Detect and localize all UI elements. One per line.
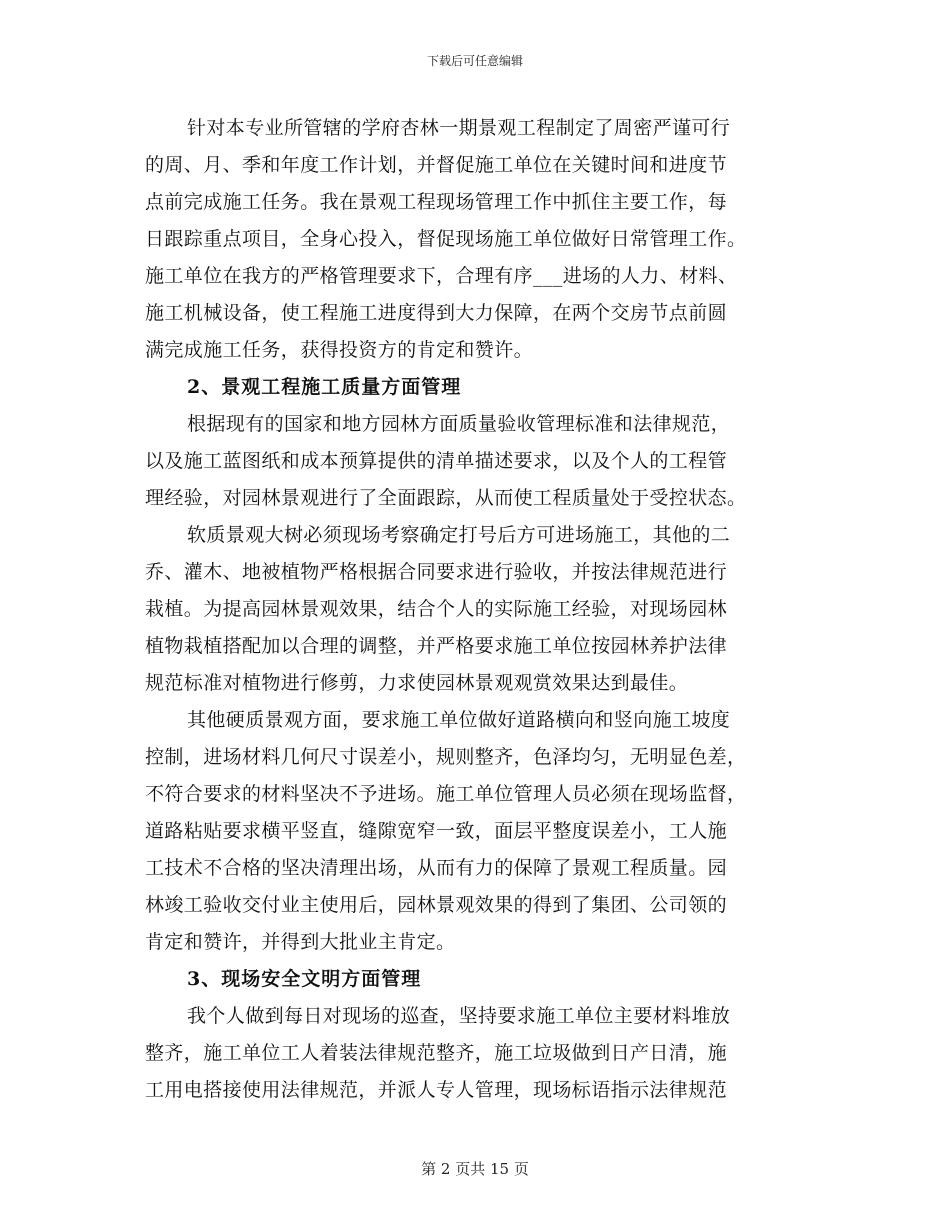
page-header: 下载后可任意编辑 — [426, 54, 523, 68]
document-body — [145, 110, 805, 1109]
paragraph-line: 肯定和赞许，并得到大批业主肯定。 — [145, 931, 456, 953]
page-footer: 第 2 页共 15 页 — [421, 1160, 529, 1178]
paragraph-line: 工技术不合格的坚决清理出场，从而有力的保障了景观工程质量。园 — [145, 857, 728, 879]
section-heading: 2、景观工程施工质量方面管理 — [187, 376, 462, 398]
paragraph-line: 植物栽植搭配加以合理的调整，并严格要求施工单位按园林养护法律 — [145, 635, 728, 657]
paragraph-line: 针对本专业所管辖的学府杏林一期景观工程制定了周密严谨可行 — [187, 117, 731, 139]
section-heading: 3、现场安全文明方面管理 — [187, 968, 422, 990]
paragraph-line: 日跟踪重点项目，全身心投入，督促现场施工单位做好日常管理工作。 — [145, 228, 747, 250]
paragraph-line: 乔、灌木、地被植物严格根据合同要求进行验收，并按法律规范进行 — [145, 561, 728, 583]
paragraph-line: 我个人做到每日对现场的巡查，坚持要求施工单位主要材料堆放 — [187, 1005, 731, 1027]
paragraph-line: 整齐，施工单位工人着装法律规范整齐，施工垃圾做到日产日清，施 — [145, 1042, 728, 1064]
paragraph-line: 栽植。为提高园林景观效果，结合个人的实际施工经验，对现场园林 — [145, 598, 728, 620]
paragraph-line: 规范标准对植物进行修剪，力求使园林景观观赏效果达到最佳。 — [145, 672, 689, 694]
paragraph-line: 控制，进场材料几何尺寸误差小，规则整齐，色泽均匀，无明显色差， — [145, 746, 747, 768]
paragraph-line: 施工机械设备，使工程施工进度得到大力保障，在两个交房节点前圆 — [145, 302, 728, 324]
paragraph-line: 林竣工验收交付业主使用后，园林景观效果的得到了集团、公司领的 — [145, 894, 728, 916]
paragraph-line: 施工单位在我方的严格管理要求下，合理有序___进场的人力、材料、 — [145, 265, 738, 287]
paragraph-line: 道路粘贴要求横平竖直，缝隙宽窄一致，面层平整度误差小，工人施 — [145, 820, 728, 842]
paragraph-line: 软质景观大树必须现场考察确定打号后方可进场施工，其他的二 — [187, 524, 731, 546]
paragraph-line: 理经验，对园林景观进行了全面跟踪，从而使工程质量处于受控状态。 — [145, 487, 747, 509]
paragraph-line: 其他硬质景观方面，要求施工单位做好道路横向和竖向施工坡度 — [187, 709, 731, 731]
paragraph-line: 点前完成施工任务。我在景观工程现场管理工作中抓住主要工作，每 — [145, 191, 728, 213]
paragraph-line: 满完成施工任务，获得投资方的肯定和赞许。 — [145, 339, 534, 361]
paragraph-line: 以及施工蓝图纸和成本预算提供的清单描述要求，以及个人的工程管 — [145, 450, 728, 472]
paragraph-line: 工用电搭接使用法律规范，并派人专人管理，现场标语指示法律规范 — [145, 1079, 728, 1101]
paragraph-line: 不符合要求的材料坚决不予进场。施工单位管理人员必须在现场监督， — [145, 783, 747, 805]
paragraph-line: 的周、月、季和年度工作计划，并督促施工单位在关键时间和进度节 — [145, 154, 728, 176]
paragraph-line: 根据现有的国家和地方园林方面质量验收管理标准和法律规范， — [187, 413, 731, 435]
